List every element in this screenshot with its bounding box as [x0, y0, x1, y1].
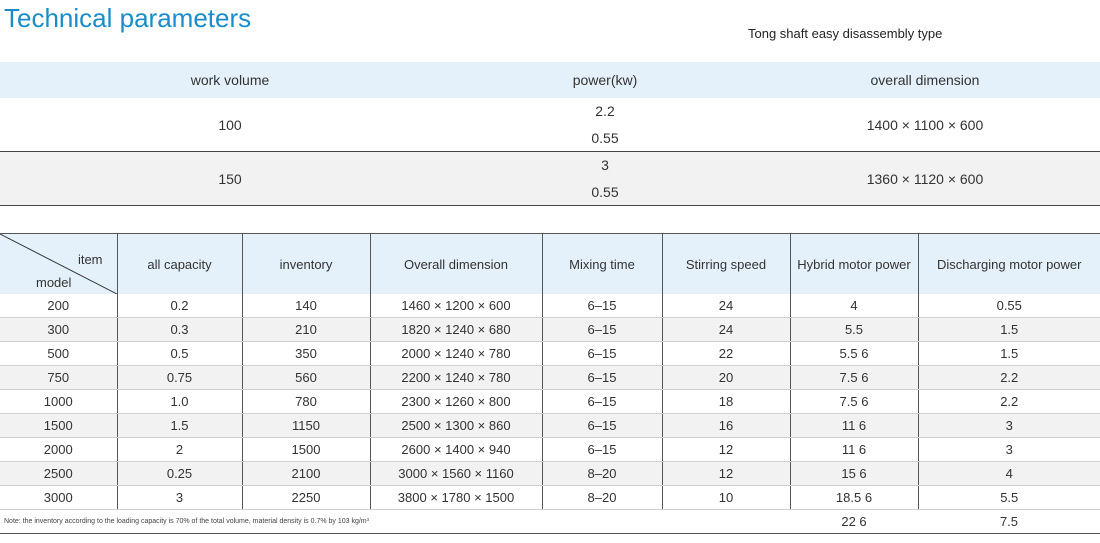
- page-subtitle: Tong shaft easy disassembly type: [748, 26, 943, 41]
- discharge-motor-cell: 2.2: [918, 390, 1100, 414]
- header-all-capacity: all capacity: [117, 234, 242, 295]
- capacity-cell: 0.75: [117, 366, 242, 390]
- hybrid-motor-cell: 15 6: [790, 462, 918, 486]
- header-corner-cell: [0, 234, 117, 295]
- discharge-motor-cell: 5.5: [918, 486, 1100, 510]
- discharge-motor-cell: 2.2: [918, 366, 1100, 390]
- hybrid-motor-cell: 22 6: [790, 510, 918, 534]
- hybrid-motor-cell: 11 6: [790, 438, 918, 462]
- dimension-cell: 1820 × 1240 × 680: [370, 318, 542, 342]
- stirring-speed-cell: 22: [662, 342, 790, 366]
- capacity-cell: 0.3: [117, 318, 242, 342]
- model-cell: 200: [0, 294, 117, 318]
- hybrid-motor-cell: 11 6: [790, 414, 918, 438]
- discharge-motor-cell: 3: [918, 438, 1100, 462]
- capacity-cell: 1.5: [117, 414, 242, 438]
- model-cell: 1500: [0, 414, 117, 438]
- dimension-cell: 1460 × 1200 × 600: [370, 294, 542, 318]
- table-row: [0, 366, 1100, 390]
- header-mixing-time: Mixing time: [542, 234, 662, 295]
- table-row: [0, 486, 1100, 510]
- header-discharging-motor-power: Discharging motor power: [918, 234, 1100, 295]
- dimension-cell: 2600 × 1400 × 940: [370, 438, 542, 462]
- inventory-cell: 2100: [242, 462, 370, 486]
- mixing-time-cell: 6–15: [542, 318, 662, 342]
- dimension-cell: 3800 × 1780 × 1500: [370, 486, 542, 510]
- table-row: [0, 98, 1100, 152]
- corner-item-label: item: [77, 252, 103, 267]
- inventory-cell: 140: [242, 294, 370, 318]
- dimension-cell: 2500 × 1300 × 860: [370, 414, 542, 438]
- mixing-time-cell: 6–15: [542, 342, 662, 366]
- capacity-cell: 2: [117, 438, 242, 462]
- dimension-cell: 1360 × 1120 × 600: [750, 152, 1100, 206]
- table-row: [0, 390, 1100, 414]
- inventory-cell: 1150: [242, 414, 370, 438]
- header-work-volume: work volume: [0, 62, 460, 98]
- stirring-speed-cell: 24: [662, 294, 790, 318]
- capacity-cell: 0.25: [117, 462, 242, 486]
- hybrid-motor-cell: 7.5 6: [790, 390, 918, 414]
- header-inventory: inventory: [242, 234, 370, 295]
- inventory-cell: 2250: [242, 486, 370, 510]
- header-overall-dimension: overall dimension: [750, 62, 1100, 98]
- work-volume-cell: 150: [0, 152, 460, 206]
- hybrid-motor-cell: 4: [790, 294, 918, 318]
- model-cell: 300: [0, 318, 117, 342]
- power-cell: 2.2 0.55: [460, 98, 750, 152]
- stirring-speed-cell: 18: [662, 390, 790, 414]
- header-hybrid-motor-power: Hybrid motor power: [790, 234, 918, 295]
- inventory-cell: 1500: [242, 438, 370, 462]
- stirring-speed-cell: 12: [662, 438, 790, 462]
- dimension-cell: 1400 × 1100 × 600: [750, 98, 1100, 152]
- capacity-cell: 0.2: [117, 294, 242, 318]
- hybrid-motor-cell: 5.5: [790, 318, 918, 342]
- dimension-cell: 3000 × 1560 × 1160: [370, 462, 542, 486]
- footnote: Note: the inventory according to the loading capacity is 70% of the total volume, material density is 0.7% by 103 kg/m³: [0, 510, 790, 534]
- work-volume-table: [0, 62, 1100, 206]
- inventory-cell: 210: [242, 318, 370, 342]
- model-cell: 1000: [0, 390, 117, 414]
- discharge-motor-cell: 4: [918, 462, 1100, 486]
- work-volume-cell: 100: [0, 98, 460, 152]
- model-rows: [0, 294, 1100, 510]
- capacity-cell: 0.5: [117, 342, 242, 366]
- stirring-speed-cell: 12: [662, 462, 790, 486]
- stirring-speed-cell: 16: [662, 414, 790, 438]
- dimension-cell: 2000 × 1240 × 780: [370, 342, 542, 366]
- stirring-speed-cell: 24: [662, 318, 790, 342]
- mixing-time-cell: 8–20: [542, 462, 662, 486]
- table-row: [0, 414, 1100, 438]
- discharge-motor-cell: 1.5: [918, 318, 1100, 342]
- dimension-cell: 2200 × 1240 × 780: [370, 366, 542, 390]
- mixing-time-cell: 6–15: [542, 438, 662, 462]
- hybrid-motor-cell: 18.5 6: [790, 486, 918, 510]
- stirring-speed-cell: 10: [662, 486, 790, 510]
- page-title: Technical parameters: [4, 3, 252, 33]
- mixing-time-cell: 6–15: [542, 366, 662, 390]
- model-cell: 3000: [0, 486, 117, 510]
- dimension-cell: 2300 × 1260 × 800: [370, 390, 542, 414]
- inventory-cell: 780: [242, 390, 370, 414]
- mixing-time-cell: 6–15: [542, 294, 662, 318]
- header-overall-dimension: Overall dimension: [370, 234, 542, 295]
- mixing-time-cell: 6–15: [542, 390, 662, 414]
- discharge-motor-cell: 7.5: [918, 510, 1100, 534]
- header-stirring-speed: Stirring speed: [662, 234, 790, 295]
- header-power: power(kw): [460, 62, 750, 98]
- model-cell: 2500: [0, 462, 117, 486]
- model-cell: 2000: [0, 438, 117, 462]
- table-header-row: [0, 234, 1100, 295]
- discharge-motor-cell: 1.5: [918, 342, 1100, 366]
- discharge-motor-cell: 0.55: [918, 294, 1100, 318]
- hybrid-motor-cell: 7.5 6: [790, 366, 918, 390]
- power-cell: 3 0.55: [460, 152, 750, 206]
- capacity-cell: 1.0: [117, 390, 242, 414]
- model-cell: 500: [0, 342, 117, 366]
- mixing-time-cell: 6–15: [542, 414, 662, 438]
- discharge-motor-cell: 3: [918, 414, 1100, 438]
- hybrid-motor-cell: 5.5 6: [790, 342, 918, 366]
- mixing-time-cell: 8–20: [542, 486, 662, 510]
- table-row: [0, 438, 1100, 462]
- table-row: [0, 342, 1100, 366]
- table-header-row: [0, 62, 1100, 98]
- model-specs-table: [0, 233, 1100, 534]
- capacity-cell: 3: [117, 486, 242, 510]
- table-row: [0, 462, 1100, 486]
- model-cell: 750: [0, 366, 117, 390]
- table-row: [0, 294, 1100, 318]
- inventory-cell: 350: [242, 342, 370, 366]
- inventory-cell: 560: [242, 366, 370, 390]
- stirring-speed-cell: 20: [662, 366, 790, 390]
- corner-model-label: model: [36, 275, 72, 290]
- table-row: [0, 318, 1100, 342]
- note-row: [0, 510, 1100, 534]
- table-row: [0, 152, 1100, 206]
